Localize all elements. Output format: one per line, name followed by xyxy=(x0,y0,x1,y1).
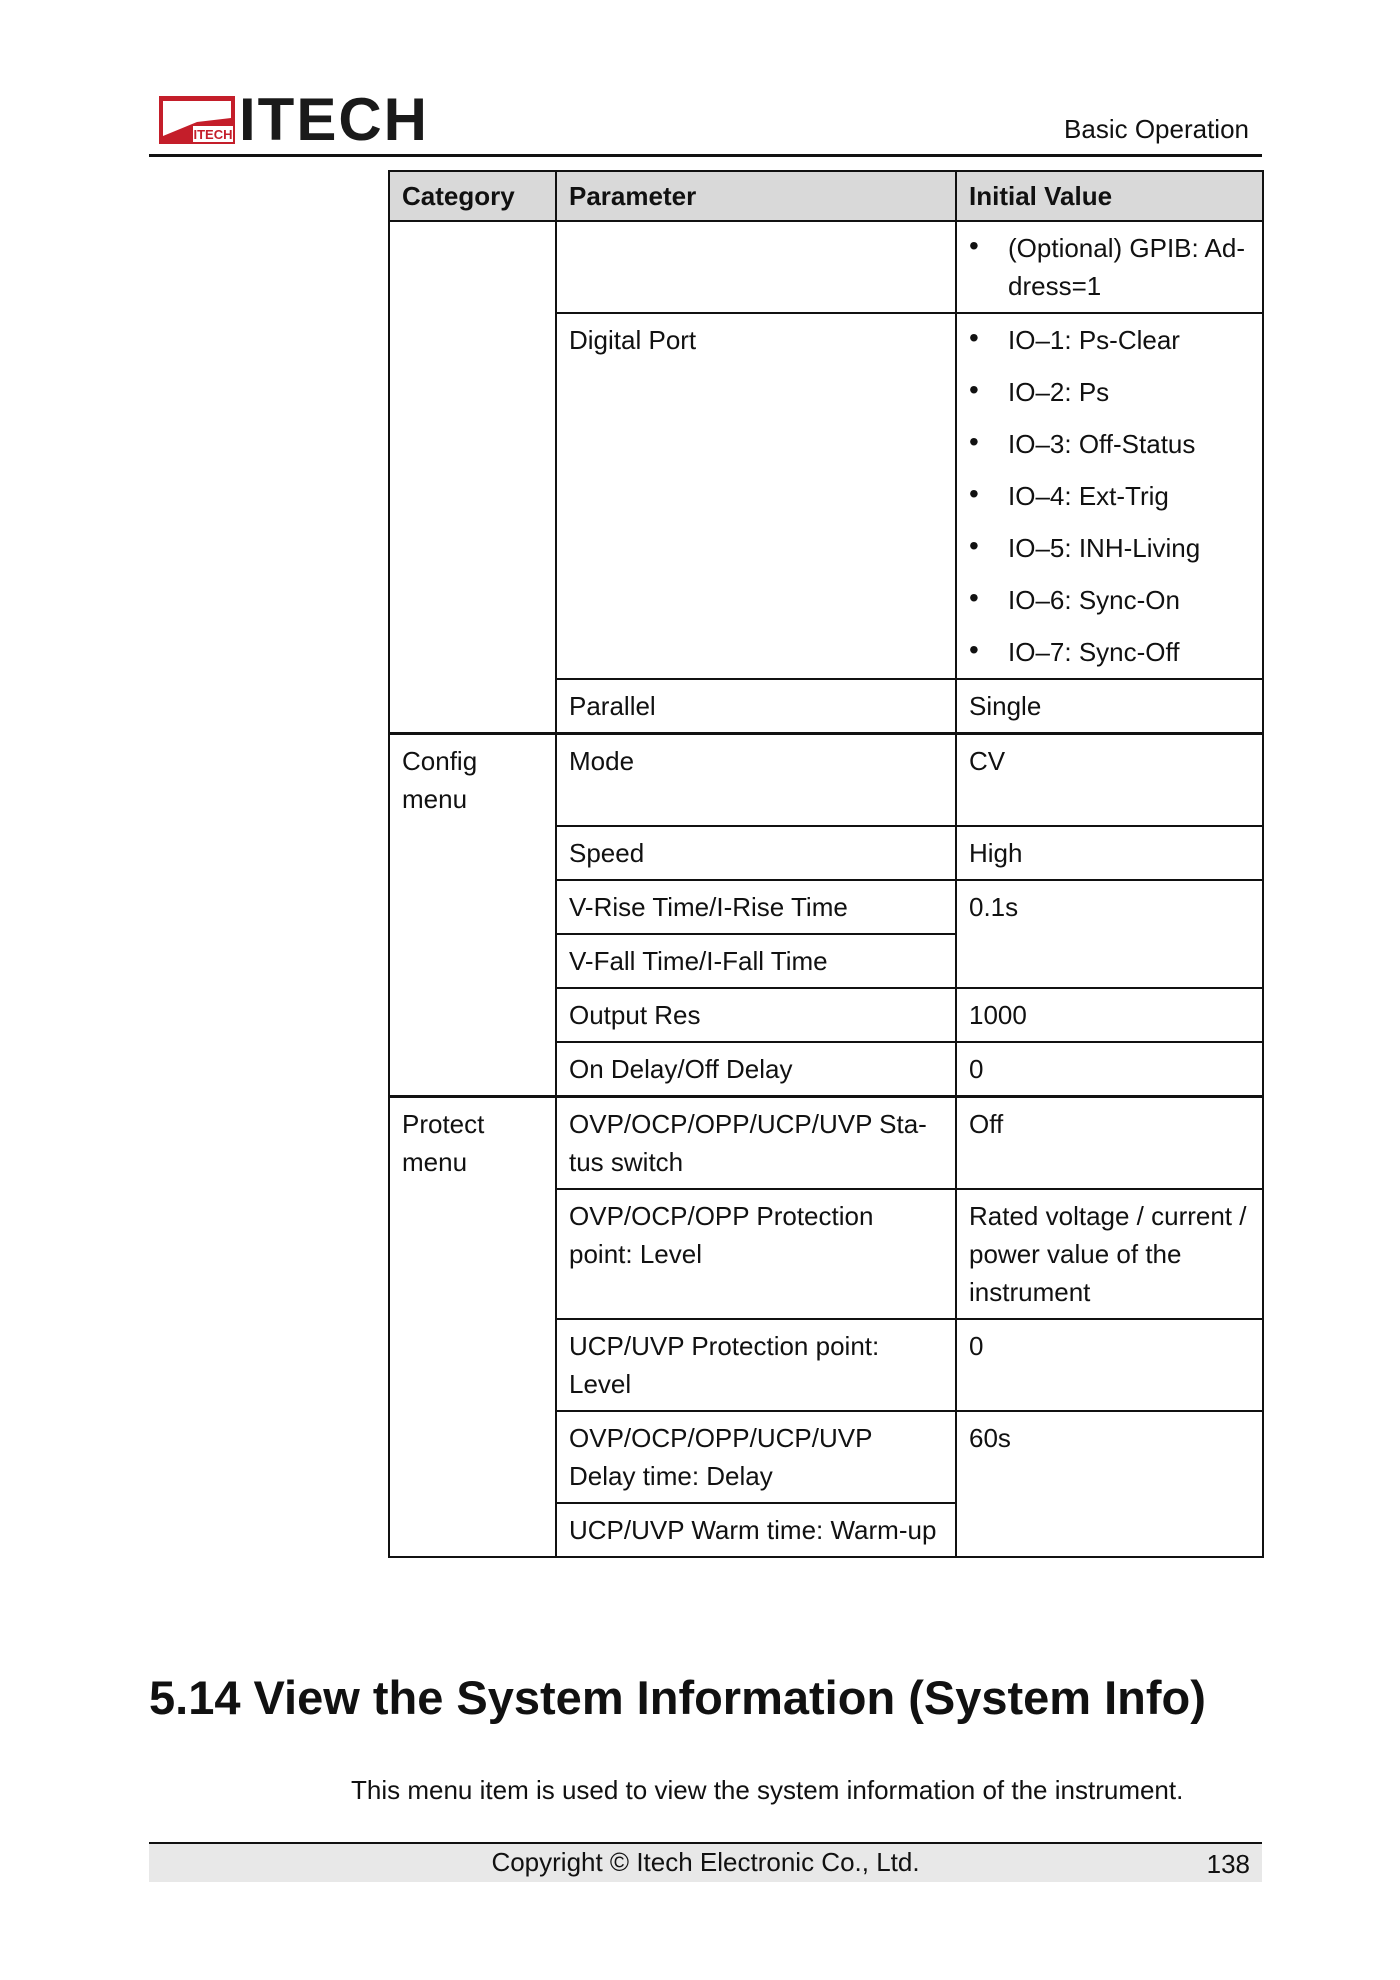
parameter-cell: Digital Port xyxy=(556,313,956,679)
page-footer xyxy=(149,1842,1262,1882)
list-item: • IO–3: Off-Status xyxy=(969,425,1250,463)
parameter-cell: UCP/UVP Warm time: Warm-up xyxy=(556,1503,956,1557)
page-number: 138 xyxy=(1206,1849,1250,1879)
list-item: • IO–7: Sync-Off xyxy=(969,633,1250,671)
list-item: • IO–2: Ps xyxy=(969,373,1250,411)
list-item: • IO–5: INH-Living xyxy=(969,529,1250,567)
value-cell: Single xyxy=(956,679,1263,734)
category-cell-empty xyxy=(389,221,556,734)
section-heading: 5.14 View the System Information (System Info) xyxy=(149,1671,1206,1724)
value-cell: 0 xyxy=(956,1042,1263,1097)
parameter-cell: Parallel xyxy=(556,679,956,734)
column-header-initial-value: Initial Value xyxy=(956,171,1263,221)
parameter-cell: Mode xyxy=(556,734,956,827)
initial-values-table xyxy=(388,170,1264,1558)
itech-logo xyxy=(159,86,429,153)
parameter-cell: On Delay/Off Delay xyxy=(556,1042,956,1097)
value-cell: CV xyxy=(956,734,1263,827)
parameter-cell: UCP/UVP Protection point: Level xyxy=(556,1319,956,1411)
parameter-cell: V-Rise Time/I-Rise Time xyxy=(556,880,956,934)
value-cell: 60s xyxy=(956,1411,1263,1557)
value-cell: 0 xyxy=(956,1319,1263,1411)
table-header-row xyxy=(389,171,1263,221)
value-cell: Rated voltage / current / power value of the instrument xyxy=(956,1189,1263,1319)
parameter-cell-empty xyxy=(556,221,956,313)
value-cell xyxy=(956,221,1263,313)
parameter-cell: OVP/OCP/OPP Protection point: Level xyxy=(556,1189,956,1319)
column-header-parameter: Parameter xyxy=(556,171,956,221)
footer-copyright: Copyright © Itech Electronic Co., Ltd. xyxy=(491,1847,920,1877)
table-row xyxy=(389,221,1263,313)
parameter-cell: Output Res xyxy=(556,988,956,1042)
parameter-cell: V-Fall Time/I-Fall Time xyxy=(556,934,956,988)
category-cell: Config menu xyxy=(389,734,556,1097)
section-body-text: This menu item is used to view the system information of the instrument. xyxy=(351,1775,1184,1805)
category-cell: Protect menu xyxy=(389,1097,556,1558)
list-item: • IO–6: Sync-On xyxy=(969,581,1250,619)
chapter-title: Basic Operation xyxy=(1064,114,1249,144)
value-cell: Off xyxy=(956,1097,1263,1190)
list-item: • IO–1: Ps-Clear xyxy=(969,321,1250,359)
itech-logo-mark-icon xyxy=(159,96,235,144)
header-divider xyxy=(149,154,1262,157)
value-cell xyxy=(956,313,1263,679)
logo-wordmark: ITECH xyxy=(239,86,429,153)
value-cell: 0.1s xyxy=(956,880,1263,988)
list-item: • (Optional) GPIB: Ad-dress=1 xyxy=(969,229,1250,305)
svg-text:ITECH: ITECH xyxy=(193,127,233,142)
column-header-category: Category xyxy=(389,171,556,221)
list-item: • IO–4: Ext-Trig xyxy=(969,477,1250,515)
table-row xyxy=(389,734,1263,827)
parameter-cell: OVP/OCP/OPP/UCP/UVP Delay time: Delay xyxy=(556,1411,956,1503)
parameter-cell: Speed xyxy=(556,826,956,880)
value-cell: 1000 xyxy=(956,988,1263,1042)
parameter-cell: OVP/OCP/OPP/UCP/UVP Sta-tus switch xyxy=(556,1097,956,1190)
table-row xyxy=(389,1097,1263,1190)
value-cell: High xyxy=(956,826,1263,880)
